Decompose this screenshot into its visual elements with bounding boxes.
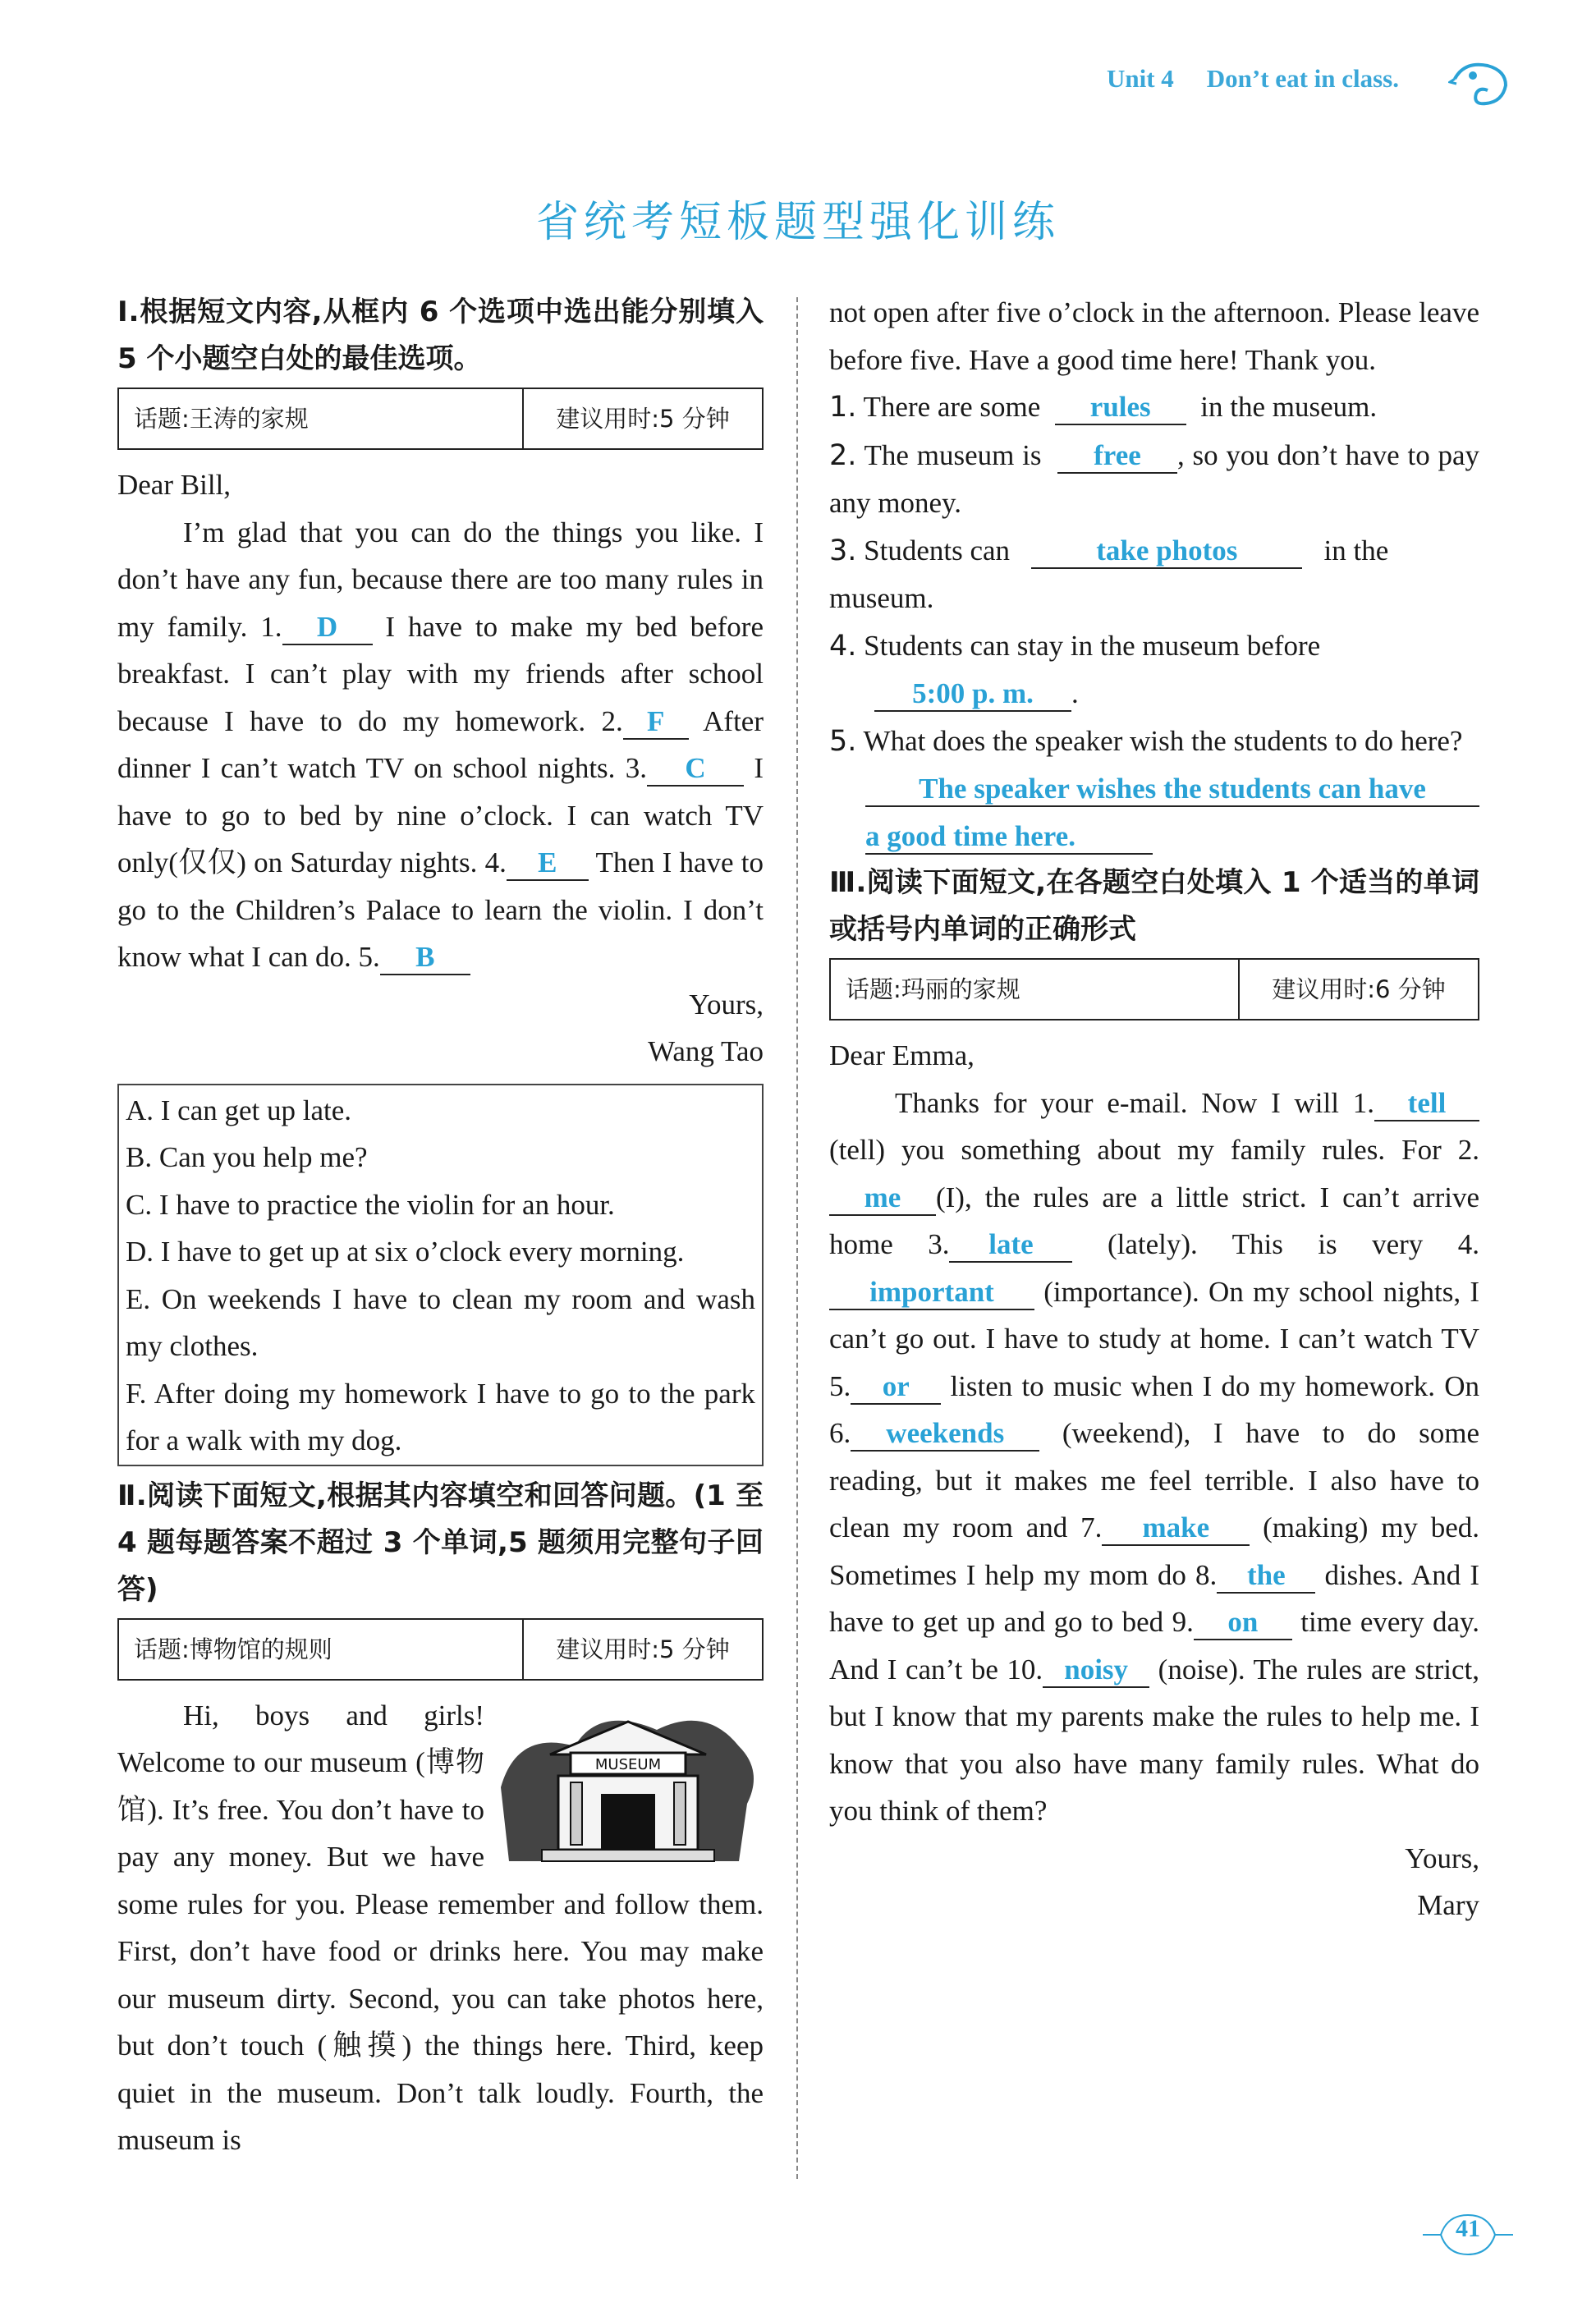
option-d: [126, 1228, 755, 1276]
answer-blank-2: me: [829, 1181, 936, 1216]
section2-topic: 话题:博物馆的规则: [134, 1635, 332, 1663]
column-divider: [796, 297, 798, 2179]
letter1-text-4: I have to go to bed by nine o’clock. I can watch TV only(仅仅) on Saturday nights. 4.: [117, 752, 764, 878]
section2-time: 建议用时:5 分钟: [522, 1620, 762, 1679]
option-letter: D.: [126, 1236, 154, 1268]
question-1: [829, 383, 1479, 432]
question-text: .: [1071, 677, 1079, 709]
right-column: [829, 289, 1479, 1929]
letter1-body: [117, 509, 764, 981]
answer-blank-3: C: [647, 752, 744, 787]
answer-blank-5: B: [380, 941, 470, 975]
question-3: [829, 527, 1479, 622]
option-text: Can you help me?: [158, 1141, 368, 1173]
question-text: The museum is: [864, 438, 1042, 471]
option-f: [126, 1370, 755, 1465]
answer-blank-6: weekends: [851, 1417, 1039, 1452]
section3-heading: Ⅲ.阅读下面短文,在各题空白处填入 1 个适当的单词或括号内单词的正确形式: [829, 866, 1479, 946]
page-number-badge: [1423, 2210, 1513, 2259]
option-a: [126, 1087, 755, 1135]
letter2-text: listen to music when I do my homework. On 6.: [829, 1369, 1479, 1449]
unit-title: Don’t eat in class.: [1206, 64, 1399, 93]
letter1-text-1: I’m glad that you can do the things you like. I don’t have any fun, because there are too many rules in my family. 1.: [117, 516, 764, 643]
letter2-closing: Yours,: [1405, 1841, 1479, 1874]
letter1-text-5: Then I have to go to the Children’s Palace to learn the violin. I don’t know what I can do. 5.: [117, 846, 764, 973]
question-number: 5.: [829, 724, 857, 758]
left-column: [117, 289, 764, 2164]
letter2-text: (making) my bed. Sometimes I help my mom do 8.: [829, 1511, 1479, 1591]
answer-blank-1: D: [282, 611, 373, 645]
option-b: [126, 1134, 755, 1181]
question-number: 4.: [829, 629, 857, 663]
options-box: [117, 1084, 764, 1466]
letter2-greeting: Dear Emma,: [829, 1039, 975, 1071]
section3-topic: 话题:玛丽的家规: [846, 975, 1020, 1003]
letter2-text: (weekend), I have to do some reading, but it makes me feel terrible. I also have to clean my room and 7.: [829, 1417, 1479, 1543]
section1-heading: Ⅰ.根据短文内容,从框内 6 个选项中选出能分别填入 5 个小题空白处的最佳选项。: [117, 296, 764, 375]
letter2-text: dishes. And I have to get up and go to bed 9.: [829, 1558, 1480, 1638]
museum-sign-text: MUSEUM: [594, 1755, 662, 1773]
letter2-sender: Mary: [1417, 1889, 1479, 1921]
letter2-text: (lately). This is very 4.: [1107, 1228, 1479, 1260]
option-text: I can get up late.: [160, 1094, 352, 1126]
option-text: After doing my homework I have to go to the park for a walk with my dog.: [126, 1377, 755, 1456]
letter2-text: (tell) you something about my family rules. For 2.: [829, 1134, 1479, 1166]
answer-blank: a good time here.: [865, 820, 1153, 855]
question-2: [829, 432, 1479, 527]
letter2-body: [829, 1080, 1479, 1835]
page-number: 41: [1456, 2215, 1480, 2242]
option-letter: E.: [126, 1282, 151, 1315]
answer-blank-10: noisy: [1043, 1653, 1149, 1688]
letter1-greeting: Dear Bill,: [117, 469, 232, 501]
letter1-text-2: I have to make my bed before breakfast. I can’t play with my friends after school because I have to do my homework. 2.: [117, 610, 764, 737]
letter2-text: (importance). On my school nights, I can’t go out. I have to study at home. I can’t watch TV 5.: [829, 1275, 1479, 1402]
unit-label: Unit 4: [1106, 64, 1174, 93]
page-title: 省统考短板题型强化训练: [535, 198, 1060, 247]
option-text: I have to practice the violin for an hour.: [158, 1188, 615, 1221]
answer-blank-2: F: [623, 705, 689, 740]
letter2-text: (I), the rules are a little strict. I can’t arrive home 3.: [829, 1181, 1479, 1260]
running-header: [1107, 64, 1399, 94]
answer-blank: 5:00 p. m.: [874, 677, 1071, 712]
question-5: [829, 718, 1479, 766]
answer-blank: rules: [1055, 391, 1186, 425]
question-number: 1.: [829, 391, 857, 424]
question-5-answer-line-2: [829, 813, 1479, 860]
section1-topic-box: [117, 388, 764, 450]
section3-topic-box: [829, 958, 1479, 1020]
answer-blank-4: important: [829, 1276, 1034, 1310]
letter2-text: time every day. And I can’t be 10.: [829, 1606, 1479, 1686]
letter1-text-3: After dinner I can’t watch TV on school nights. 3.: [117, 704, 764, 784]
option-text: I have to get up at six o’clock every morning.: [160, 1236, 685, 1268]
section2-heading: Ⅱ.阅读下面短文,根据其内容填空和回答问题。(1 至 4 题每题答案不超过 3 个单词,5 题须用完整句子回答): [117, 1479, 764, 1606]
question-5-answer-line-1: [829, 765, 1479, 813]
answer-blank-9: on: [1194, 1606, 1292, 1640]
answer-blank-3: late: [949, 1228, 1072, 1263]
museum-passage: Hi, boys and girls! Welcome to our museum (博物馆). It’s free. You don’t have to pay any money. But we have some rules for you. Please remember and follow them. First, don’t have food or drinks here. You may make our museum dirty. Second, you can take photos here, but don’t touch (触摸) the things here. Third, keep quiet in the museum. Don’t talk loudly. Fourth, the museum is: [117, 1699, 764, 2156]
section1-time: 建议用时:5 分钟: [522, 389, 762, 448]
chameleon-mascot-icon: [1448, 54, 1514, 112]
option-letter: F.: [126, 1377, 147, 1410]
question-text: What does the speaker wish the students to do here?: [863, 724, 1463, 757]
option-c: [126, 1181, 755, 1229]
answer-blank-5: or: [851, 1370, 941, 1405]
question-number: 3.: [829, 534, 857, 567]
option-letter: B.: [126, 1141, 153, 1173]
answer-blank: take photos: [1031, 534, 1302, 569]
option-e: [126, 1276, 755, 1370]
answer-blank-4: E: [507, 846, 589, 881]
letter1-closing: Yours,: [689, 988, 764, 1020]
answer-blank-7: make: [1102, 1511, 1250, 1546]
option-text: On weekends I have to clean my room and wash my clothes.: [126, 1282, 755, 1362]
section1-topic: 话题:王涛的家规: [134, 405, 309, 433]
answer-blank-8: the: [1217, 1559, 1315, 1594]
question-text: Students can: [864, 534, 1011, 566]
question-4-answer-line: [829, 670, 1479, 718]
museum-illustration: [493, 1697, 764, 1871]
answer-blank: free: [1057, 439, 1177, 474]
letter2-text: (noise). The rules are strict, but I know that my parents make the rules to help me. I know that you also have many family rules. What do you think of them?: [829, 1653, 1479, 1827]
answer-blank-1: tell: [1374, 1087, 1479, 1121]
question-number: 2.: [829, 438, 857, 472]
museum-passage-continued: not open after five o’clock in the afternoon. Please leave before five. Have a good time here! Thank you.: [829, 296, 1479, 376]
question-text: There are some: [863, 391, 1041, 423]
option-letter: A.: [126, 1094, 154, 1126]
section3-time: 建议用时:6 分钟: [1238, 960, 1478, 1019]
question-4: [829, 622, 1479, 671]
question-text: Students can stay in the museum before: [864, 629, 1321, 662]
section2-topic-box: [117, 1618, 764, 1681]
letter2-text: Thanks for your e-mail. Now I will 1.: [895, 1086, 1374, 1119]
question-text: , so you don’t have to pay any money.: [829, 438, 1479, 519]
question-text: in the museum.: [1200, 391, 1378, 423]
option-letter: C.: [126, 1188, 153, 1221]
letter1-sender: Wang Tao: [648, 1035, 764, 1067]
question-text: in the museum.: [829, 534, 1389, 614]
answer-blank: The speaker wishes the students can have: [865, 773, 1479, 807]
